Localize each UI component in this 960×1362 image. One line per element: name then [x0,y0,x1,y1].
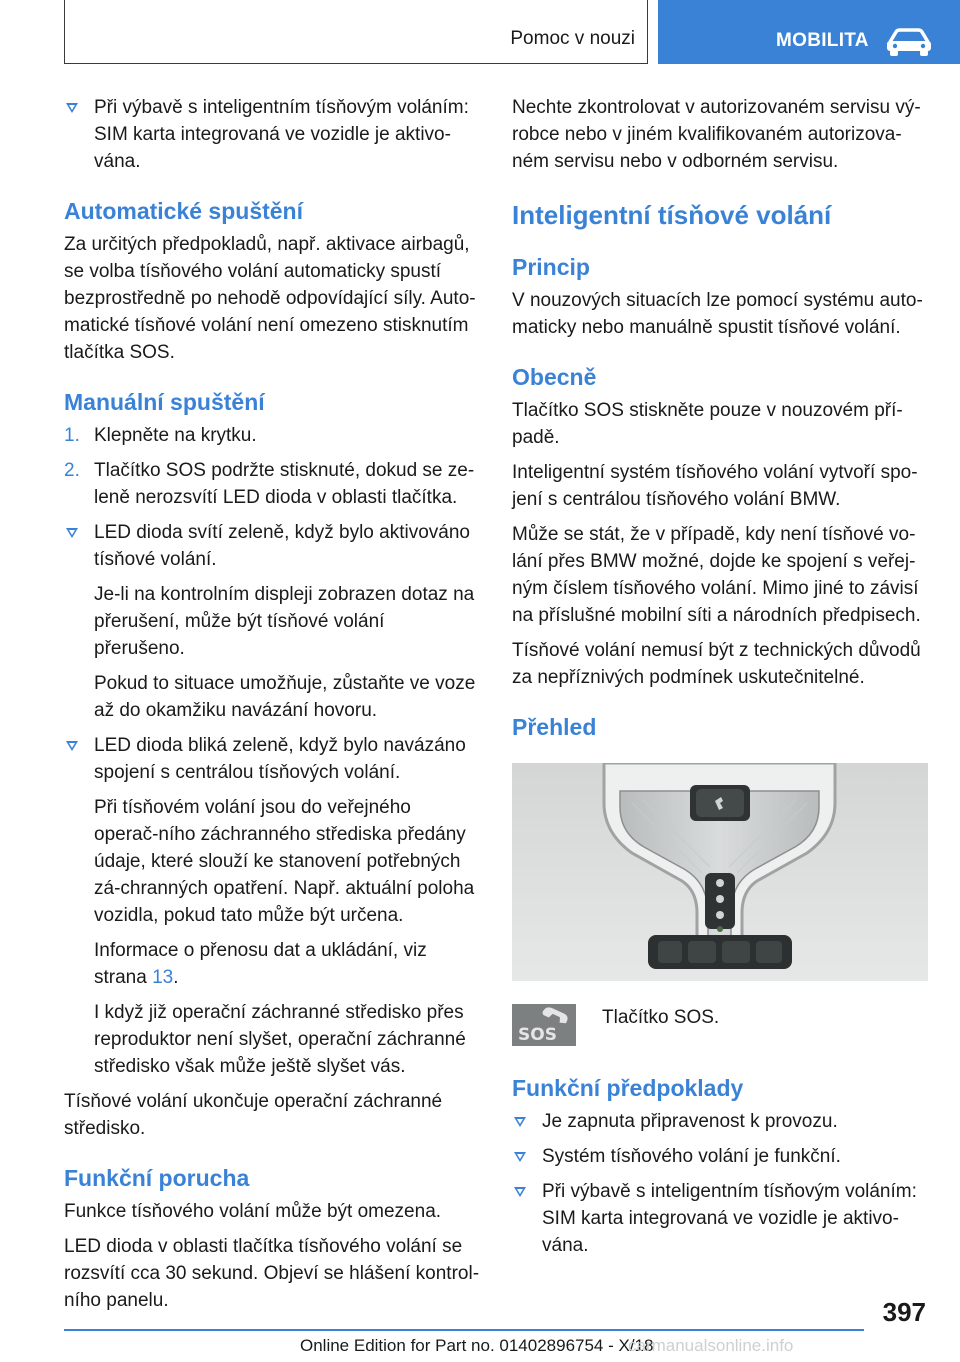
bullet-text [94,937,480,991]
bullet-text: Při výbavě s inteligentním tísňovým voláním: SIM karta integrovaná ve vozidle je aktivo-vána. [94,97,469,172]
bullet-text: Pokud to situace umožňuje, zůstaňte ve voze až do okamžiku navázání hovoru. [94,673,476,721]
bullet-text: Při tísňovém volání jsou do veřejného operač-ního záchranného střediska předány údaje, které slouží ke stanovení potřebných zá-chranných opatření. Např. aktuální poloha vozidla, pokud tato může být určena. [94,797,475,926]
list-item [512,1143,928,1170]
paragraph: V nouzových situacích lze pomocí systému auto-maticky nebo manuálně spustit tísňové volání. [512,290,923,338]
triangle-bullet-icon [66,103,78,113]
heading-principle: Princip [512,254,590,280]
list-item [64,519,480,724]
car-icon [884,26,934,58]
heading-automatic: Automatické spuštění [64,198,303,224]
reference-prefix: Informace o přenosu dat a ukládání, viz strana [94,940,427,988]
heading-general: Obecně [512,364,597,390]
sos-label: Tlačítko SOS. [602,1007,720,1028]
watermark: carmanualsonline.info [628,1336,794,1355]
list-item [512,1108,928,1135]
paragraph: Funkce tísňového volání může být omezena. [64,1201,442,1222]
triangle-bullet-icon [514,1152,526,1162]
paragraph: Tísňové volání nemusí být z technických důvodů za nepříznivých podmínek uskutečnitelné. [512,640,921,688]
step-text: Klepněte na krytku. [94,425,257,446]
bullet-text: LED dioda svítí zeleně, když bylo aktivováno tísňové volání. [94,522,470,570]
list-item [64,94,480,175]
bullet-text: Je zapnuta připravenost k provozu. [542,1111,838,1132]
chapter-tab-label: MOBILITA [776,30,869,51]
heading-manual: Manuální spuštění [64,389,265,415]
paragraph: LED dioda v oblasti tlačítka tísňového volání se rozsvítí cca 30 sekund. Objeví se hlášení kontrol-ního panelu. [64,1236,480,1311]
triangle-bullet-icon [66,528,78,538]
page-number: 397 [882,1297,926,1327]
list-item [512,1178,928,1259]
step-number: 1. [64,425,80,446]
page-header [0,0,960,66]
overhead-console-image [512,763,928,981]
paragraph: Tísňové volání ukončuje operační záchranné středisko. [64,1091,443,1139]
paragraph: Tlačítko SOS stiskněte pouze v nouzovém pří-padě. [512,400,903,448]
heading-fault: Funkční porucha [64,1165,250,1191]
step-text: Tlačítko SOS podržte stisknuté, dokud se ze-leně nerozsvítí LED dioda v oblasti tlačítka. [94,460,475,508]
heading-intelligent-emergency-call: Inteligentní tísňové volání [512,200,832,230]
section-title: Pomoc v nouzi [510,28,635,49]
step-item [64,422,480,449]
heading-prerequisites: Funkční předpoklady [512,1075,744,1101]
header-section-box [64,0,648,64]
chapter-tab [658,0,960,64]
triangle-bullet-icon [66,741,78,751]
sos-icon-text: SOS [518,1025,557,1045]
left-column [64,94,480,1322]
reference-suffix: . [173,967,179,988]
paragraph: Může se stát, že v případě, kdy není tísňové vo-lání přes BMW možné, dojde ke spojení s veřej-ným číslem tísňového volání. Mimo jiné to závisí na příslušné mobilní síti a národních předpisech. [512,524,921,626]
heading-overview: Přehled [512,714,597,740]
paragraph: Za určitých předpokladů, např. aktivace airbagů, se volba tísňového volání automaticky spustí bezprostředně po nehodě odpovídající síly. Auto-matické tísňové volání není omezeno stisknutím tlačítka SOS. [64,234,476,363]
bullet-text: Je-li na kontrolním displeji zobrazen dotaz na přerušení, může být tísňové volání přerušeno. [94,584,475,659]
bullet-text: Systém tísňového volání je funkční. [542,1146,841,1167]
edition-text: Online Edition for Part no. 01402896754 - X/18 [300,1336,654,1355]
bullet-text: LED dioda bliká zeleně, když bylo navázáno spojení s centrálou tísňových volání. [94,735,466,783]
page-reference-link[interactable]: 13 [152,967,174,988]
right-column [512,94,928,1267]
bullet-text: Při výbavě s inteligentním tísňovým voláním: SIM karta integrovaná ve vozidle je aktivo-vána. [542,1181,917,1256]
sos-legend [512,1004,928,1052]
step-number: 2. [64,460,80,481]
step-item [64,457,480,511]
list-item [64,732,480,1080]
bullet-text: I když již operační záchranné středisko přes reproduktor není slyšet, operační záchranné středisko však může ještě slyšet vás. [94,1002,466,1077]
paragraph: Nechte zkontrolovat v autorizovaném servisu vý-robce nebo v jiném kvalifikovaném autorizova-ném servisu nebo v odborném servisu. [512,97,921,172]
paragraph: Inteligentní systém tísňového volání vytvoří spo-jení s centrálou tísňového volání BMW. [512,462,918,510]
footer-divider [64,1329,864,1331]
triangle-bullet-icon [514,1187,526,1197]
triangle-bullet-icon [514,1117,526,1127]
sos-icon [512,1004,576,1046]
